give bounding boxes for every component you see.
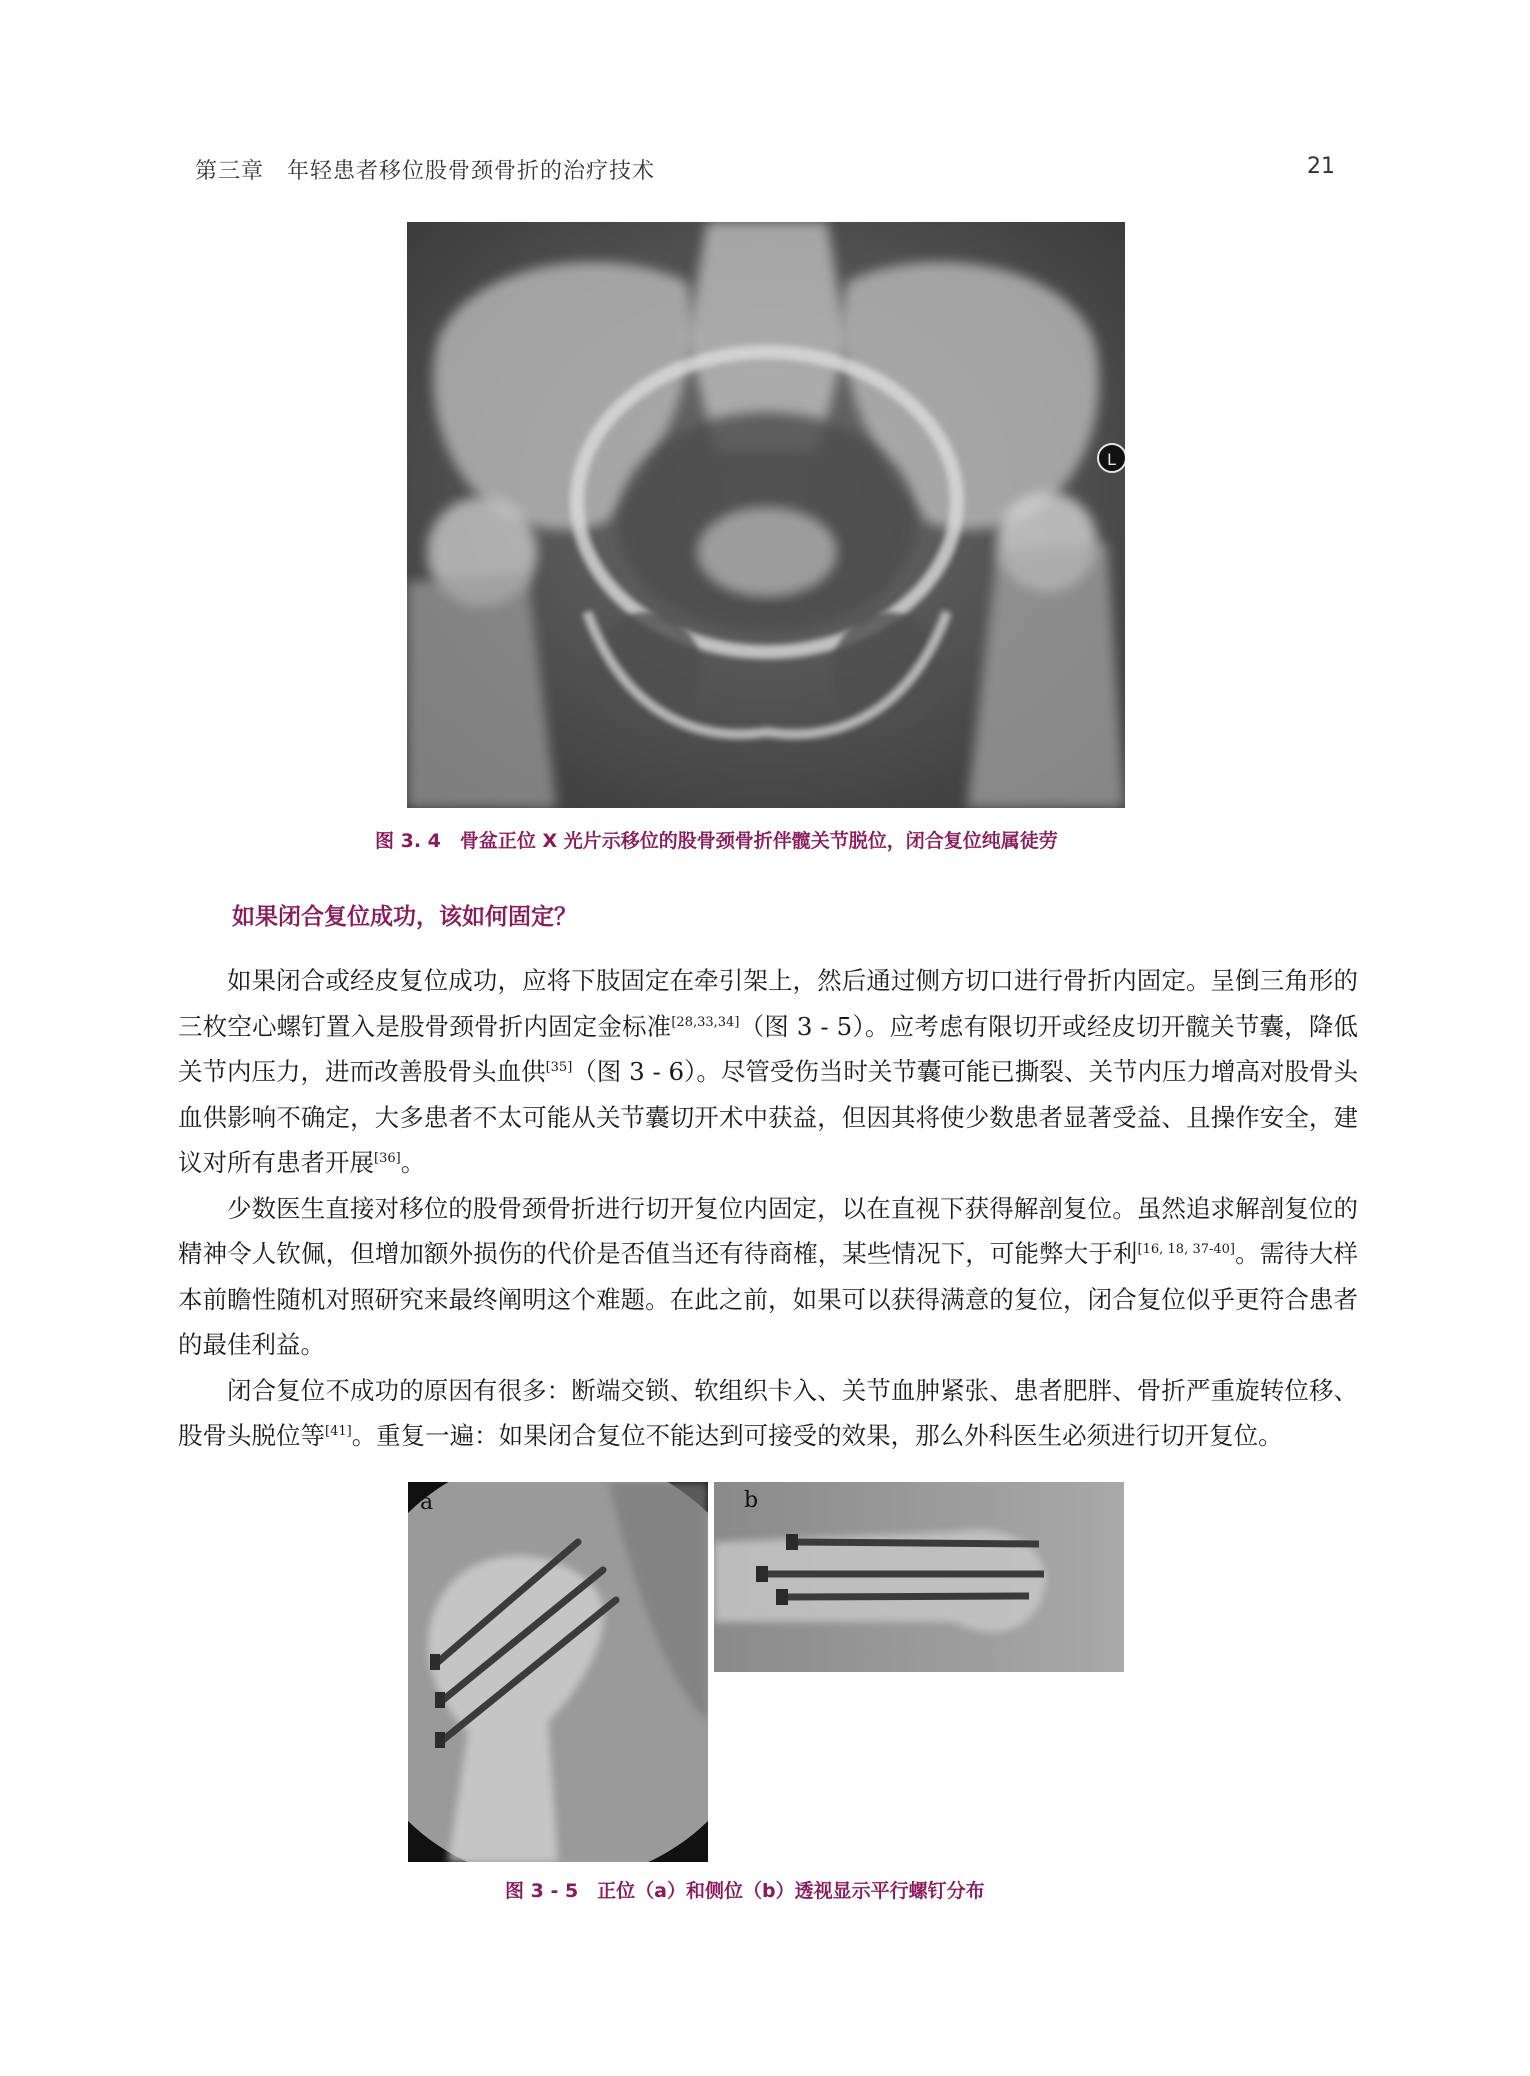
citation: [41] — [325, 1423, 352, 1439]
paragraph-1: 如果闭合或经皮复位成功，应将下肢固定在牵引架上，然后通过侧方切口进行骨折内固定。呈倒三角形的三枚空心螺钉置入是股骨颈骨折内固定金标准[28,33,34]（图 3 - 5）。应考虑有限切开或经皮切开髋关节囊，降低关节内压力，进而改善股骨头血供[35]（图 3 - 6）。尽管受伤当时关节囊可能已撕裂、关节内压力增高对股骨头血供影响不确定，大多患者不太可能从关节囊切开术中获益，但因其将使少数患者显著受益、且操作安全，建议对所有患者开展[36]。 — [178, 966, 1358, 1177]
citation: [36] — [374, 1150, 401, 1166]
paragraph-3: 闭合复位不成功的原因有很多：断端交锁、软组织卡入、关节血肿紧张、患者肥胖、骨折严重旋转位移、股骨头脱位等[41]。重复一遍：如果闭合复位不能达到可接受的效果，那么外科医生必须进行切开复位。 — [178, 1375, 1358, 1450]
figure-3-4-caption: 图 3. 4 骨盆正位 X 光片示移位的股骨颈骨折伴髋关节脱位，闭合复位纯属徒劳 — [375, 830, 1058, 852]
citation: [35] — [545, 1059, 573, 1075]
figure-label-b: b — [744, 1488, 759, 1513]
xray-side-marker: L — [1107, 450, 1116, 469]
fluoroscopy-lateral-image — [714, 1482, 1124, 1672]
fluoroscopy-ap-image — [408, 1482, 708, 1862]
figure-3-5-caption: 图 3 - 5 正位（a）和侧位（b）透视显示平行螺钉分布 — [505, 1880, 985, 1902]
chapter-title: 第三章 年轻患者移位股骨颈骨折的治疗技术 — [195, 159, 656, 184]
section-heading: 如果闭合复位成功，该如何固定？ — [232, 904, 577, 930]
page-number: 21 — [1307, 154, 1335, 179]
figure-label-a: a — [420, 1490, 434, 1515]
body-text — [178, 958, 1358, 1459]
citation: [16, 18, 37-40] — [1137, 1241, 1235, 1257]
running-header — [195, 154, 1335, 188]
pelvis-xray-image — [407, 222, 1125, 808]
citation: [28,33,34] — [671, 1014, 740, 1030]
paragraph-2: 少数医生直接对移位的股骨颈骨折进行切开复位内固定，以在直视下获得解剖复位。虽然追求解剖复位的精神令人钦佩，但增加额外损伤的代价是否值当还有待商榷，某些情况下，可能弊大于利[16, 18, 37-40]。需待大样本前瞻性随机对照研究来最终阐明这个难题。在此之前，如果可以获得满意的复位，闭合复位似乎更符合患者的最佳利益。 — [178, 1193, 1359, 1359]
